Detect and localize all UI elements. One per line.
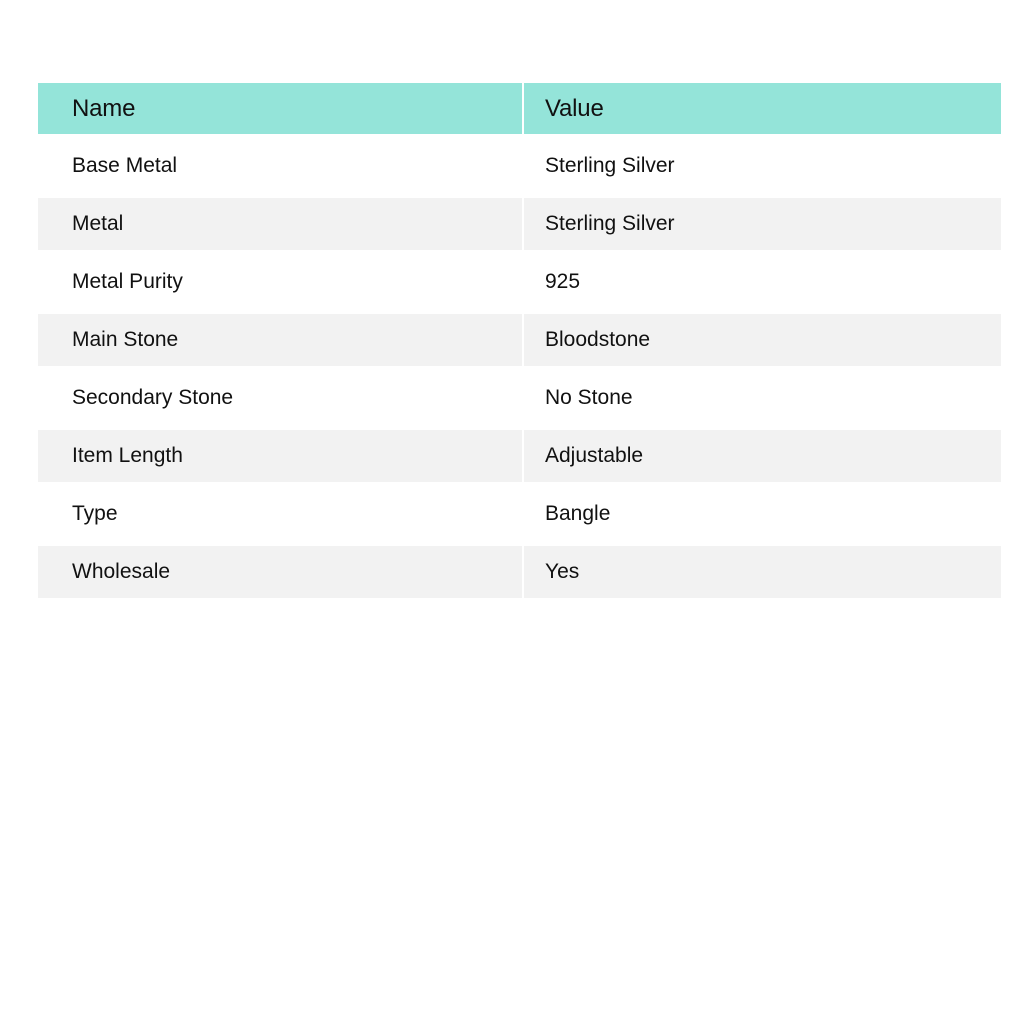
row-name-cell: Wholesale bbox=[38, 546, 523, 598]
table-header-row bbox=[38, 83, 1001, 134]
row-value-cell: Bloodstone bbox=[523, 314, 1001, 366]
table-row bbox=[38, 198, 1001, 250]
row-name-cell: Secondary Stone bbox=[38, 366, 523, 430]
row-name-cell: Metal Purity bbox=[38, 250, 523, 314]
row-value-cell: No Stone bbox=[523, 366, 1001, 430]
table-row bbox=[38, 546, 1001, 598]
table-row bbox=[38, 314, 1001, 366]
row-name-cell: Main Stone bbox=[38, 314, 523, 366]
row-name-cell: Type bbox=[38, 482, 523, 546]
row-value-cell: Bangle bbox=[523, 482, 1001, 546]
table-row bbox=[38, 134, 1001, 198]
row-value-cell: Sterling Silver bbox=[523, 134, 1001, 198]
row-value-cell: Adjustable bbox=[523, 430, 1001, 482]
column-header-name: Name bbox=[38, 83, 523, 134]
row-name-cell: Item Length bbox=[38, 430, 523, 482]
row-value-cell: Yes bbox=[523, 546, 1001, 598]
table-row bbox=[38, 366, 1001, 430]
spec-table bbox=[38, 83, 1001, 598]
table-row bbox=[38, 482, 1001, 546]
row-value-cell: Sterling Silver bbox=[523, 198, 1001, 250]
row-value-cell: 925 bbox=[523, 250, 1001, 314]
row-name-cell: Base Metal bbox=[38, 134, 523, 198]
row-name-cell: Metal bbox=[38, 198, 523, 250]
table-row bbox=[38, 250, 1001, 314]
table-row bbox=[38, 430, 1001, 482]
column-header-value: Value bbox=[523, 83, 1001, 134]
